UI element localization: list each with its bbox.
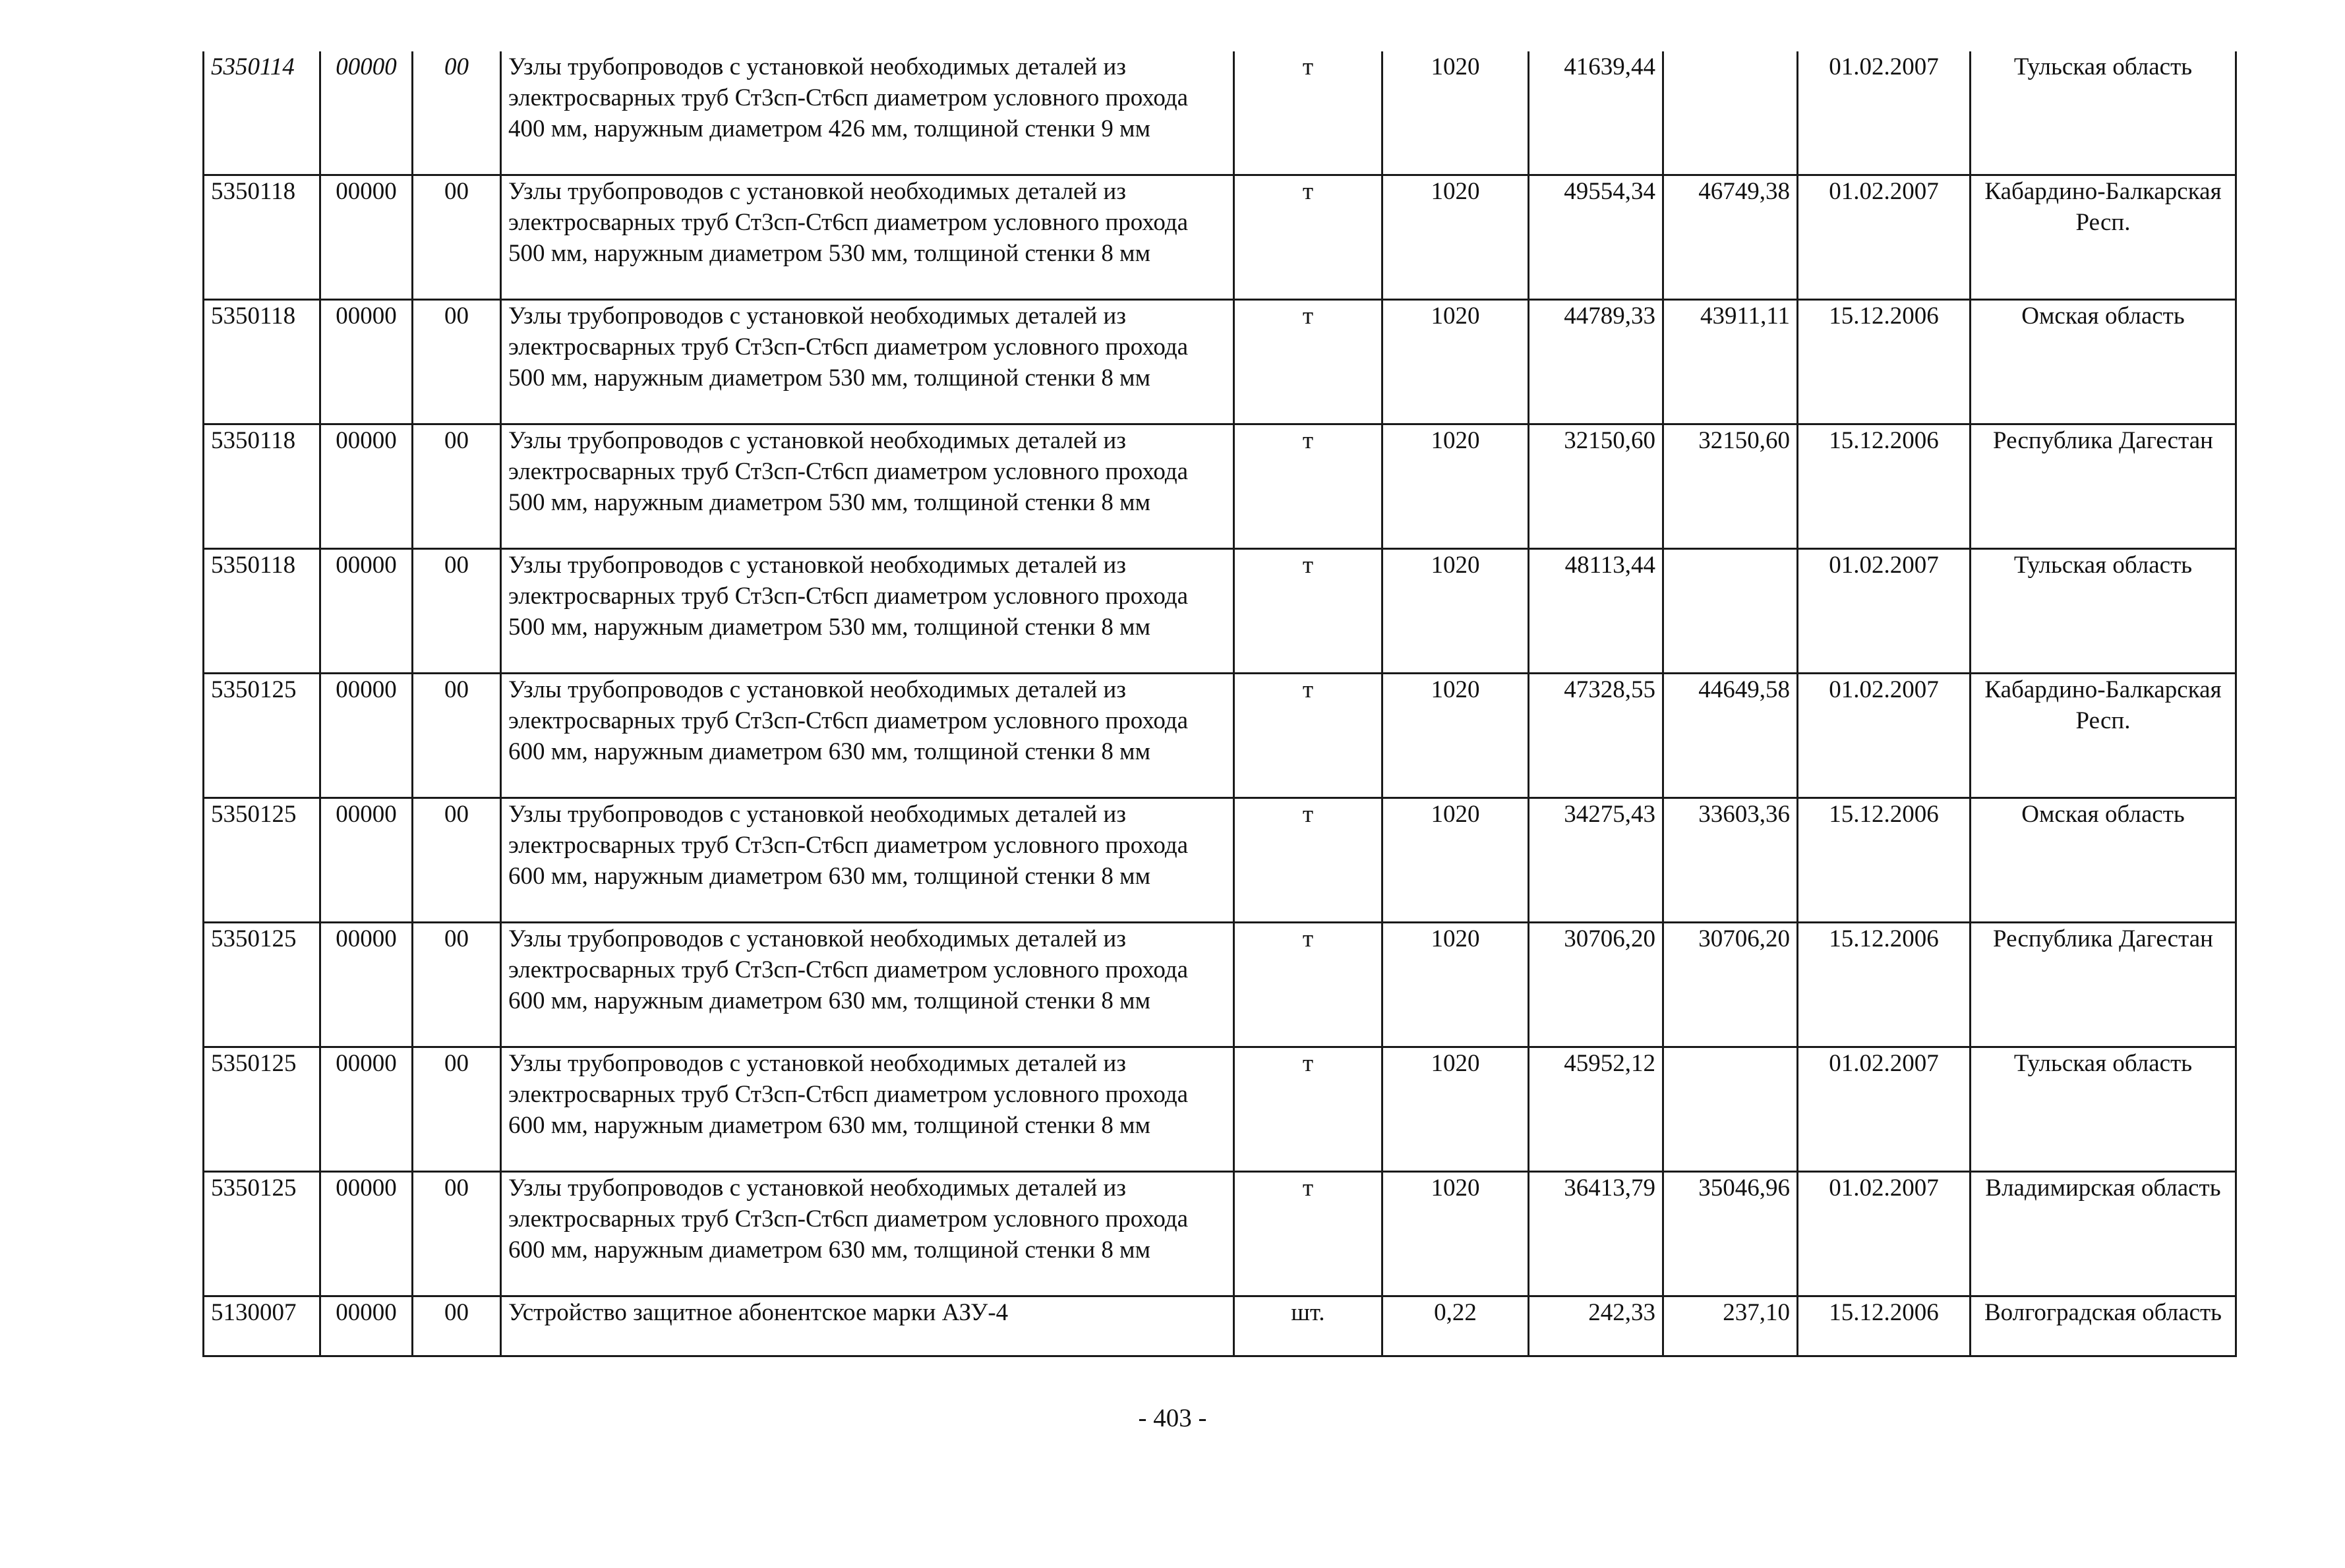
quantity: 1020 — [1382, 549, 1529, 674]
price-primary: 242,33 — [1529, 1296, 1663, 1356]
price-date: 15.12.2006 — [1798, 1296, 1971, 1356]
material-description: Узлы трубопроводов с установкой необходимых деталей из электросварных труб Ст3сп-Ст6сп диаметром условного прохода 500 мм, наружным диаметром 530 мм, толщиной стенки 8 мм — [501, 549, 1234, 674]
unit-of-measure: т — [1234, 674, 1382, 798]
price-secondary — [1663, 51, 1798, 175]
table-row — [204, 1172, 2236, 1296]
material-description: Узлы трубопроводов с установкой необходимых деталей из электросварных труб Ст3сп-Ст6сп диаметром условного прохода 600 мм, наружным диаметром 630 мм, толщиной стенки 8 мм — [501, 923, 1234, 1047]
material-subcode: 00000 — [320, 923, 413, 1047]
quantity: 1020 — [1382, 674, 1529, 798]
quantity: 1020 — [1382, 175, 1529, 300]
material-code: 5130007 — [204, 1296, 320, 1356]
unit-of-measure: т — [1234, 549, 1382, 674]
material-code: 5350118 — [204, 424, 320, 549]
price-table — [202, 51, 2237, 1357]
price-primary: 49554,34 — [1529, 175, 1663, 300]
material-group: 00 — [413, 1296, 501, 1356]
material-code: 5350125 — [204, 798, 320, 923]
material-group: 00 — [413, 923, 501, 1047]
material-code: 5350125 — [204, 674, 320, 798]
region: Волгоградская область — [1971, 1296, 2236, 1356]
price-date: 15.12.2006 — [1798, 798, 1971, 923]
region: Тульская область — [1971, 51, 2236, 175]
table-row — [204, 674, 2236, 798]
table-row — [204, 549, 2236, 674]
region: Омская область — [1971, 300, 2236, 424]
region: Омская область — [1971, 798, 2236, 923]
material-description: Узлы трубопроводов с установкой необходимых деталей из электросварных труб Ст3сп-Ст6сп диаметром условного прохода 600 мм, наружным диаметром 630 мм, толщиной стенки 8 мм — [501, 798, 1234, 923]
material-description: Узлы трубопроводов с установкой необходимых деталей из электросварных труб Ст3сп-Ст6сп диаметром условного прохода 400 мм, наружным диаметром 426 мм, толщиной стенки 9 мм — [501, 51, 1234, 175]
material-code: 5350125 — [204, 1047, 320, 1172]
material-subcode: 00000 — [320, 1047, 413, 1172]
material-subcode: 00000 — [320, 549, 413, 674]
region: Тульская область — [1971, 549, 2236, 674]
region: Республика Дагестан — [1971, 923, 2236, 1047]
price-date: 01.02.2007 — [1798, 1172, 1971, 1296]
table-row — [204, 923, 2236, 1047]
price-date: 01.02.2007 — [1798, 51, 1971, 175]
table-row — [204, 1296, 2236, 1356]
price-date: 15.12.2006 — [1798, 923, 1971, 1047]
material-subcode: 00000 — [320, 300, 413, 424]
unit-of-measure: т — [1234, 1047, 1382, 1172]
price-primary: 45952,12 — [1529, 1047, 1663, 1172]
price-primary: 41639,44 — [1529, 51, 1663, 175]
region: Республика Дагестан — [1971, 424, 2236, 549]
price-date: 01.02.2007 — [1798, 674, 1971, 798]
table-row — [204, 1047, 2236, 1172]
price-date: 15.12.2006 — [1798, 424, 1971, 549]
table-row — [204, 51, 2236, 175]
price-secondary: 237,10 — [1663, 1296, 1798, 1356]
unit-of-measure: т — [1234, 51, 1382, 175]
price-secondary: 32150,60 — [1663, 424, 1798, 549]
table-row — [204, 424, 2236, 549]
price-primary: 47328,55 — [1529, 674, 1663, 798]
material-group: 00 — [413, 798, 501, 923]
quantity: 1020 — [1382, 424, 1529, 549]
page-number: - 403 - — [1138, 1404, 1207, 1432]
material-description: Узлы трубопроводов с установкой необходимых деталей из электросварных труб Ст3сп-Ст6сп диаметром условного прохода 500 мм, наружным диаметром 530 мм, толщиной стенки 8 мм — [501, 424, 1234, 549]
unit-of-measure: т — [1234, 798, 1382, 923]
price-primary: 32150,60 — [1529, 424, 1663, 549]
material-subcode: 00000 — [320, 424, 413, 549]
material-description: Узлы трубопроводов с установкой необходимых деталей из электросварных труб Ст3сп-Ст6сп диаметром условного прохода 500 мм, наружным диаметром 530 мм, толщиной стенки 8 мм — [501, 175, 1234, 300]
table-row — [204, 175, 2236, 300]
material-description: Узлы трубопроводов с установкой необходимых деталей из электросварных труб Ст3сп-Ст6сп диаметром условного прохода 600 мм, наружным диаметром 630 мм, толщиной стенки 8 мм — [501, 1172, 1234, 1296]
price-primary: 36413,79 — [1529, 1172, 1663, 1296]
material-subcode: 00000 — [320, 1172, 413, 1296]
material-group: 00 — [413, 1172, 501, 1296]
material-code: 5350125 — [204, 1172, 320, 1296]
material-subcode: 00000 — [320, 51, 413, 175]
material-description: Узлы трубопроводов с установкой необходимых деталей из электросварных труб Ст3сп-Ст6сп диаметром условного прохода 600 мм, наружным диаметром 630 мм, толщиной стенки 8 мм — [501, 1047, 1234, 1172]
material-group: 00 — [413, 549, 501, 674]
unit-of-measure: т — [1234, 424, 1382, 549]
quantity: 1020 — [1382, 1047, 1529, 1172]
region: Тульская область — [1971, 1047, 2236, 1172]
material-code: 5350118 — [204, 300, 320, 424]
material-group: 00 — [413, 175, 501, 300]
price-secondary: 33603,36 — [1663, 798, 1798, 923]
price-secondary: 46749,38 — [1663, 175, 1798, 300]
unit-of-measure: т — [1234, 923, 1382, 1047]
quantity: 1020 — [1382, 923, 1529, 1047]
price-date: 01.02.2007 — [1798, 1047, 1971, 1172]
quantity: 1020 — [1382, 51, 1529, 175]
price-secondary — [1663, 1047, 1798, 1172]
price-secondary: 43911,11 — [1663, 300, 1798, 424]
unit-of-measure: т — [1234, 1172, 1382, 1296]
quantity: 1020 — [1382, 1172, 1529, 1296]
material-description: Узлы трубопроводов с установкой необходимых деталей из электросварных труб Ст3сп-Ст6сп диаметром условного прохода 600 мм, наружным диаметром 630 мм, толщиной стенки 8 мм — [501, 674, 1234, 798]
region: Владимирская область — [1971, 1172, 2236, 1296]
price-date: 15.12.2006 — [1798, 300, 1971, 424]
material-code: 5350125 — [204, 923, 320, 1047]
price-secondary: 44649,58 — [1663, 674, 1798, 798]
price-primary: 48113,44 — [1529, 549, 1663, 674]
material-subcode: 00000 — [320, 798, 413, 923]
material-subcode: 00000 — [320, 674, 413, 798]
table-row — [204, 300, 2236, 424]
material-code: 5350118 — [204, 175, 320, 300]
unit-of-measure: т — [1234, 175, 1382, 300]
region: Кабардино-Балкарская Респ. — [1971, 175, 2236, 300]
material-group: 00 — [413, 51, 501, 175]
unit-of-measure: т — [1234, 300, 1382, 424]
quantity: 1020 — [1382, 798, 1529, 923]
price-primary: 44789,33 — [1529, 300, 1663, 424]
material-group: 00 — [413, 424, 501, 549]
table-row — [204, 798, 2236, 923]
material-code: 5350114 — [204, 51, 320, 175]
quantity: 1020 — [1382, 300, 1529, 424]
unit-of-measure: шт. — [1234, 1296, 1382, 1356]
region: Кабардино-Балкарская Респ. — [1971, 674, 2236, 798]
price-date: 01.02.2007 — [1798, 549, 1971, 674]
material-subcode: 00000 — [320, 175, 413, 300]
price-secondary: 35046,96 — [1663, 1172, 1798, 1296]
material-group: 00 — [413, 300, 501, 424]
price-secondary — [1663, 549, 1798, 674]
material-code: 5350118 — [204, 549, 320, 674]
material-group: 00 — [413, 674, 501, 798]
price-date: 01.02.2007 — [1798, 175, 1971, 300]
material-description: Устройство защитное абонентское марки АЗУ-4 — [501, 1296, 1234, 1356]
quantity: 0,22 — [1382, 1296, 1529, 1356]
material-subcode: 00000 — [320, 1296, 413, 1356]
price-primary: 30706,20 — [1529, 923, 1663, 1047]
material-description: Узлы трубопроводов с установкой необходимых деталей из электросварных труб Ст3сп-Ст6сп диаметром условного прохода 500 мм, наружным диаметром 530 мм, толщиной стенки 8 мм — [501, 300, 1234, 424]
material-group: 00 — [413, 1047, 501, 1172]
price-primary: 34275,43 — [1529, 798, 1663, 923]
price-secondary: 30706,20 — [1663, 923, 1798, 1047]
